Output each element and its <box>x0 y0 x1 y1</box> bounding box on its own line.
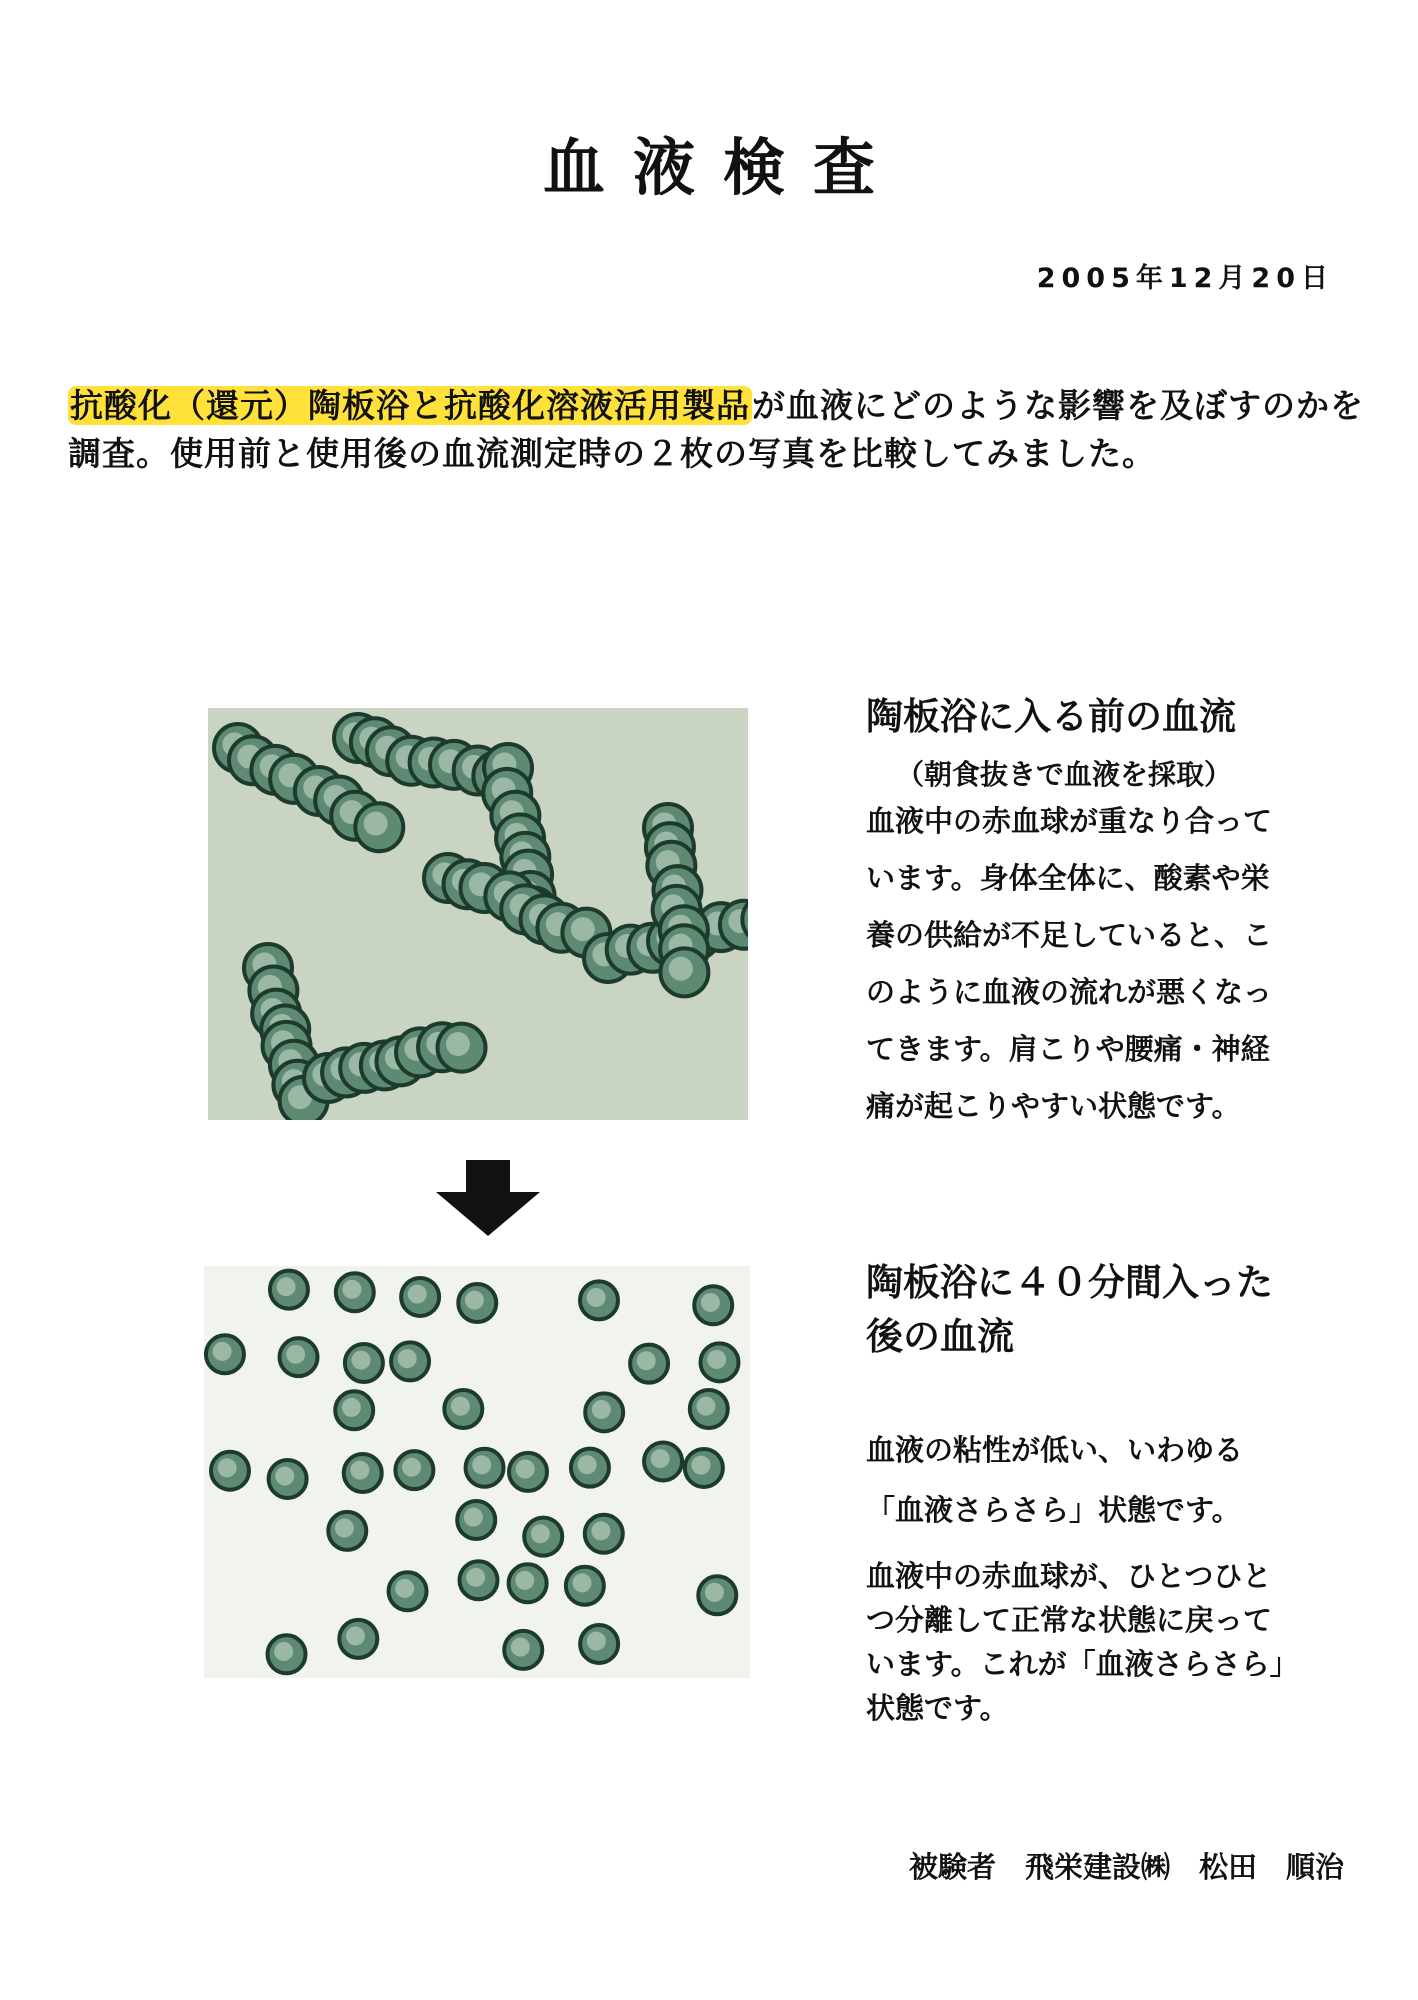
red-blood-cell <box>585 1515 623 1553</box>
after-blood-photo <box>204 1266 750 1678</box>
red-blood-cell <box>344 1454 382 1492</box>
red-blood-cell <box>391 1342 429 1380</box>
down-arrow-icon <box>436 1160 540 1236</box>
before-subheading: （朝食抜きで血液を採取） <box>896 758 1233 791</box>
red-blood-cell <box>694 1286 732 1324</box>
red-blood-cell <box>698 1576 736 1614</box>
before-description: 血液中の赤血球が重なり合っています。身体全体に、酸素や栄養の供給が不足していると、このように血液の流れが悪くなってきます。肩こりや腰痛・神経痛が起こりやすい状態です。 <box>866 804 1273 1123</box>
red-blood-cell <box>206 1335 244 1373</box>
red-blood-cell <box>644 1442 682 1480</box>
red-blood-cell <box>335 1391 373 1429</box>
red-blood-cell <box>509 1564 547 1602</box>
red-blood-cell <box>355 803 403 851</box>
red-blood-cell <box>630 1345 668 1383</box>
red-blood-cell <box>580 1281 618 1319</box>
red-blood-cell <box>389 1572 427 1610</box>
intro-highlight: 抗酸化（還元）陶板浴と抗酸化溶液活用製品 <box>70 386 750 425</box>
page-title: 血液検査 <box>542 131 903 204</box>
red-blood-cell <box>339 1620 377 1658</box>
red-blood-cell <box>268 1635 306 1673</box>
red-blood-cell <box>580 1625 618 1663</box>
intro-paragraph <box>68 382 1368 478</box>
red-blood-cell <box>571 1449 609 1487</box>
red-blood-cell <box>660 948 708 996</box>
red-blood-cell <box>701 1343 739 1381</box>
intro-text: が血液にどのような影響を及ぼすのかを調査。使用前と使用後の血流測定時の２枚の写真を比較してみました。 <box>68 386 1364 473</box>
red-blood-cell <box>270 1271 308 1309</box>
red-blood-cell <box>466 1449 504 1487</box>
red-blood-cell <box>280 1338 318 1376</box>
after-description-1: 血液の粘性が低い、いわゆる「血液さらさら」状態です。 <box>866 1433 1244 1527</box>
red-blood-cell <box>457 1501 495 1539</box>
red-blood-cell <box>685 1449 723 1487</box>
red-blood-cell <box>269 1460 307 1498</box>
red-blood-cell <box>566 1567 604 1605</box>
red-blood-cell <box>328 1512 366 1550</box>
after-description-2: 血液中の赤血球が、ひとつひとつ分離して正常な状態に戻っています。これが「血液さらさら」状態です。 <box>866 1559 1285 1725</box>
red-blood-cell <box>458 1284 496 1322</box>
red-blood-cell <box>345 1344 383 1382</box>
before-blood-photo <box>208 708 748 1120</box>
red-blood-cell <box>509 1453 547 1491</box>
red-blood-cell <box>524 1518 562 1556</box>
red-blood-cell <box>460 1561 498 1599</box>
red-blood-cell <box>211 1452 249 1490</box>
red-blood-cell <box>444 1390 482 1428</box>
red-blood-cell <box>504 1631 542 1669</box>
red-blood-cell <box>690 1390 728 1428</box>
red-blood-cell <box>401 1278 439 1316</box>
red-blood-cell <box>336 1273 374 1311</box>
red-blood-cell <box>585 1393 623 1431</box>
red-blood-cell <box>438 1024 486 1072</box>
after-heading: 陶板浴に４０分間入った後の血流 <box>866 1261 1273 1358</box>
before-heading: 陶板浴に入る前の血流 <box>866 695 1236 738</box>
subject-name: 被験者 飛栄建設㈱ 松田 順治 <box>908 1850 1344 1884</box>
red-blood-cell <box>395 1451 433 1489</box>
report-date: 2005年12月20日 <box>1036 263 1334 294</box>
